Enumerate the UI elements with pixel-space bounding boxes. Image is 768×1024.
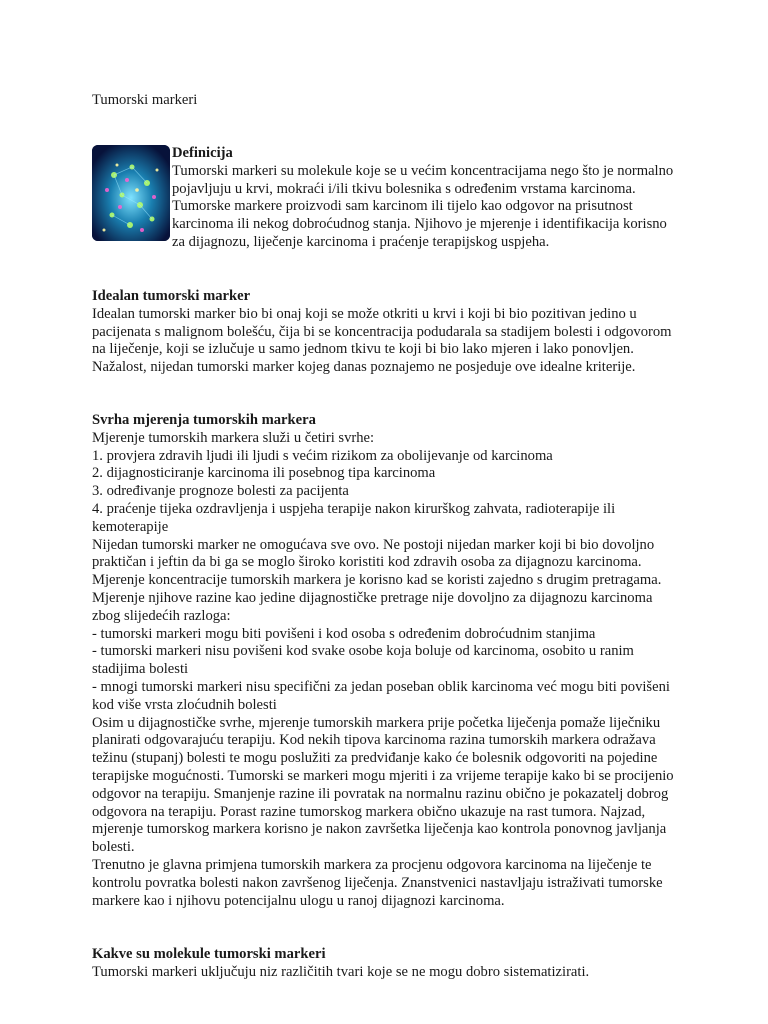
molecules-text: Tumorski markeri uključuju niz različitih tvari koje se ne mogu dobro sistematizirati. <box>92 963 590 980</box>
reason-item: - tumorski markeri mogu biti povišeni i kod osoba s određenim dobroćudnim stanjima <box>92 625 596 642</box>
molecules-heading: Kakve su molekule tumorski markeri <box>92 946 326 962</box>
ideal-marker-text: Idealan tumorski marker bio bi onaj koji se može otkriti u krvi i koji bi bio pozitivan jedino u pacijenata s malignom bolešću, čija bi se koncentracija podudarala sa stadijem bolesti i odgovorom na liječenje, koji se izlučuje u samo jednom tkivu te koji bi bio lako mjeren i lako ponovljen. Nažalost, nijedan tumorski marker kojeg danas poznajemo ne posjeduje ove idealne kriterije. <box>92 305 672 376</box>
purpose-item: 3. određivanje prognoze bolesti za pacijenta <box>92 483 349 500</box>
reason-item: - tumorski markeri nisu povišeni kod svake osobe koja boluje od karcinoma, osobito u ranim stadijima bolesti <box>92 643 634 678</box>
ideal-marker-section <box>92 288 682 377</box>
purpose-heading: Svrha mjerenja tumorskih markera <box>92 412 316 428</box>
purpose-item: 1. provjera zdravih ljudi ili ljudi s većim rizikom za obolijevanje od karcinoma <box>92 447 553 464</box>
definition-section <box>92 145 682 252</box>
purpose-item: 2. dijagnosticiranje karcinoma ili posebnog tipa karcinoma <box>92 465 436 482</box>
definition-heading: Definicija <box>172 145 233 161</box>
definition-text: Tumorski markeri su molekule koje se u većim koncentracijama nego što je normalno pojavljuju u krvi, mokraći i/ili tkivu bolesnika s određenim vrstama karcinoma. Tumorske markere proizvodi sam karcinom ili tijelo kao odgovor na prisutnost karcinoma ili nekog dobroćudnog stanja. Njihovo je mjerenje i identifikacija korisno za dijagnozu, liječenje karcinoma i praćenje terapijskog uspjeha. <box>172 162 674 250</box>
purpose-intro: Mjerenje tumorskih markera služi u četiri svrhe: <box>92 429 375 446</box>
purpose-paragraph-2: Mjerenje koncentracije tumorskih markera je korisno kad se koristi zajedno s drugim pretragama. Mjerenje njihove razine kao jedine dijagnostičke pretrage nije dovoljno za dijagnozu karcinoma zbog slijedećih razloga: <box>92 572 662 624</box>
purpose-item: 4. praćenje tijeka ozdravljenja i uspjeha terapije nakon kirurškog zahvata, radioterapije ili kemoterapije <box>92 500 616 535</box>
document-title: Tumorski markeri <box>92 92 198 108</box>
purpose-paragraph-3: Osim u dijagnostičke svrhe, mjerenje tumorskih markera prije početka liječenja pomaže liječniku planirati odgovarajuću terapiju. Kod nekih tipova karcinoma razina tumorskih markera odražava težinu (stupanj) bolesti te mogu poslužiti za predviđanje kako će bolesnik odgovoriti na pojedine terapijske mogućnosti. Tumorski se markeri mogu mjeriti i za vrijeme terapije kako bi se procijenio odgovor na terapiju. Smanjenje razine ili povratak na normalnu razinu obično je pokazatelj dobrog odgovora na terapiju. Porast razine tumorskog markera obično ukazuje na rast tumora. Najzad, mjerenje tumorskog markera korisno je nakon završetka liječenja kao kontrola ponovnog javljanja bolesti. <box>92 714 674 856</box>
decorative-molecule-image <box>92 145 170 241</box>
reason-item: - mnogi tumorski markeri nisu specifični za jedan poseban oblik karcinoma već mogu biti povišeni kod više vrsta zloćudnih bolesti <box>92 678 670 713</box>
purpose-paragraph-4: Trenutno je glavna primjena tumorskih markera za procjenu odgovora karcinoma na liječenje te kontrolu povratka bolesti nakon završenog liječenja. Znanstvenici nastavljaju istraživati tumorske markere kao i njihovu potencijalnu ulogu u ranoj dijagnozi karcinoma. <box>92 856 663 909</box>
ideal-marker-heading: Idealan tumorski marker <box>92 288 251 304</box>
purpose-section <box>92 412 682 910</box>
molecules-section <box>92 946 682 982</box>
purpose-paragraph-1: Nijedan tumorski marker ne omogućava sve ovo. Ne postoji nijedan marker koji bi bio dovoljno praktičan i jeftin da bi ga se moglo široko koristiti kod zdravih osoba za dijagnozu karcinoma. <box>92 536 655 571</box>
